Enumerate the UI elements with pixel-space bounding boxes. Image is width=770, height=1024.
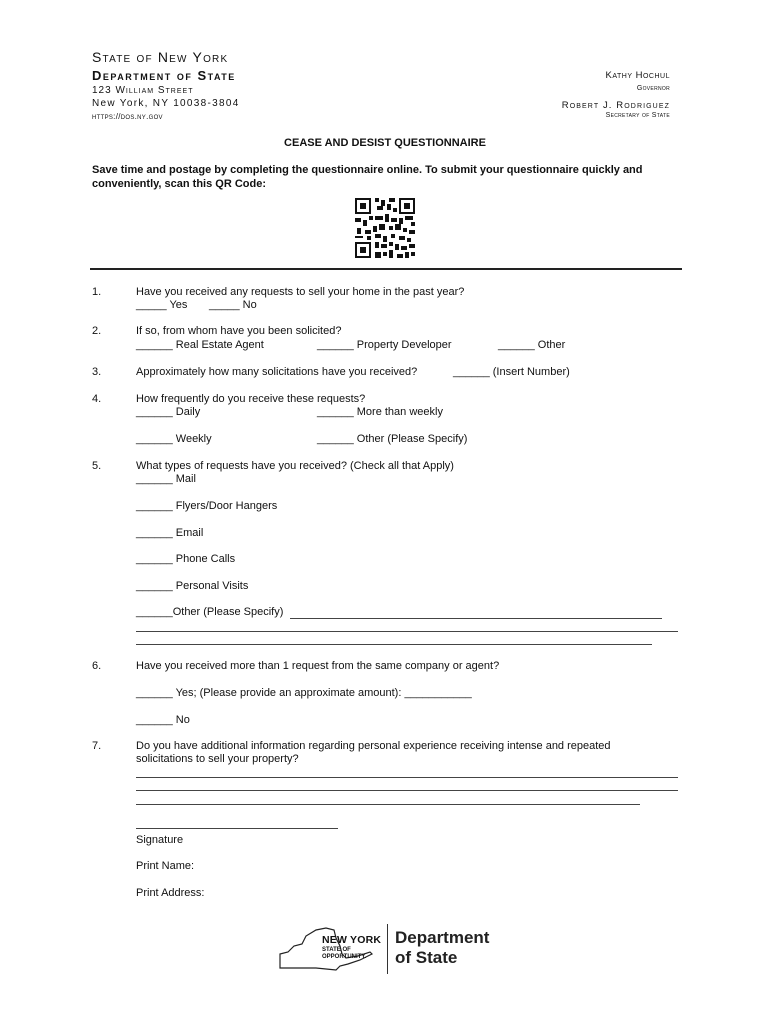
q7-text-line1: Do you have additional information regarding personal experience receiving intense and repeated (136, 740, 611, 752)
q5-other-line-2[interactable] (136, 631, 678, 632)
q5-other-line-1[interactable] (290, 618, 662, 619)
intro-text: Save time and postage by completing the questionnaire online. To submit your questionnaire quickly and conveniently, scan this QR Code: (92, 164, 643, 190)
print-name-label: Print Name: (136, 860, 195, 872)
logo-department: Department (395, 928, 490, 947)
q5-option-visits[interactable]: ______ Personal Visits (136, 580, 249, 592)
q2-option-developer[interactable]: ______ Property Developer (317, 339, 452, 351)
q7-answer-line-3[interactable] (136, 804, 640, 805)
footer-logo (276, 922, 506, 978)
q5-text: What types of requests have you received? (Check all that Apply) (136, 460, 454, 472)
q4-text: How frequently do you receive these requests? (136, 393, 366, 405)
logo-opportunity: OPPORTUNITY. (322, 954, 367, 960)
q6-number: 6. (92, 660, 102, 672)
q5-option-phone[interactable]: ______ Phone Calls (136, 553, 236, 565)
agency-line2: Department of State (92, 68, 236, 83)
q5-option-other[interactable]: ______Other (Please Specify) (136, 606, 284, 618)
page-title: CEASE AND DESIST QUESTIONNAIRE (284, 137, 486, 149)
q3-number: 3. (92, 366, 102, 378)
q5-option-email[interactable]: ______ Email (136, 527, 204, 539)
agency-line1: State of New York (92, 49, 229, 65)
logo-new-york: NEW YORK (322, 934, 382, 946)
website-link[interactable]: https://dos.ny.gov (92, 112, 163, 121)
q4-option-weekly[interactable]: ______ Weekly (136, 433, 212, 445)
q4-option-more-weekly[interactable]: ______ More than weekly (317, 406, 443, 418)
signature-line[interactable] (136, 828, 338, 829)
logo-state-of: STATE OF (322, 947, 351, 953)
secretary-name: Robert J. Rodriguez (561, 100, 670, 111)
q7-number: 7. (92, 740, 102, 752)
signature-label: Signature (136, 834, 184, 846)
q3-text: Approximately how many solicitations have you received? (136, 366, 418, 378)
logo-of-state: of State (395, 948, 458, 967)
q2-number: 2. (92, 325, 102, 337)
q7-answer-line-1[interactable] (136, 777, 678, 778)
q6-option-yes[interactable]: ______ Yes; (Please provide an approximate amount): ___________ (136, 687, 472, 699)
q7-answer-line-2[interactable] (136, 790, 678, 791)
q5-number: 5. (92, 460, 102, 472)
q4-number: 4. (92, 393, 102, 405)
q3-insert-number[interactable]: ______ (Insert Number) (453, 366, 570, 378)
q1-text: Have you received any requests to sell your home in the past year? (136, 286, 465, 298)
q2-option-other[interactable]: ______ Other (498, 339, 566, 351)
q6-option-no[interactable]: ______ No (136, 714, 190, 726)
q1-option-yes[interactable]: _____ Yes (136, 299, 188, 311)
q4-option-daily[interactable]: ______ Daily (136, 406, 201, 418)
q4-option-other[interactable]: ______ Other (Please Specify) (317, 433, 468, 445)
address-line1: 123 William Street (92, 85, 194, 96)
governor-name: Kathy Hochul (605, 70, 670, 81)
q2-option-agent[interactable]: ______ Real Estate Agent (136, 339, 264, 351)
secretary-title: Secretary of State (605, 112, 670, 119)
q6-text: Have you received more than 1 request from the same company or agent? (136, 660, 500, 672)
qr-code-icon[interactable] (353, 196, 417, 260)
q5-option-flyers[interactable]: ______ Flyers/Door Hangers (136, 500, 278, 512)
q2-text: If so, from whom have you been solicited? (136, 325, 342, 337)
q1-option-no[interactable]: _____ No (209, 299, 257, 311)
q5-other-line-3[interactable] (136, 644, 652, 645)
print-address-label: Print Address: (136, 887, 205, 899)
logo-divider (387, 924, 388, 974)
governor-title: Governor (636, 85, 670, 92)
address-line2: New York, NY 10038-3804 (92, 98, 240, 109)
header-divider (90, 268, 682, 270)
q5-option-mail[interactable]: ______ Mail (136, 473, 196, 485)
q7-text-line2: solicitations to sell your property? (136, 753, 299, 765)
q1-number: 1. (92, 286, 102, 298)
